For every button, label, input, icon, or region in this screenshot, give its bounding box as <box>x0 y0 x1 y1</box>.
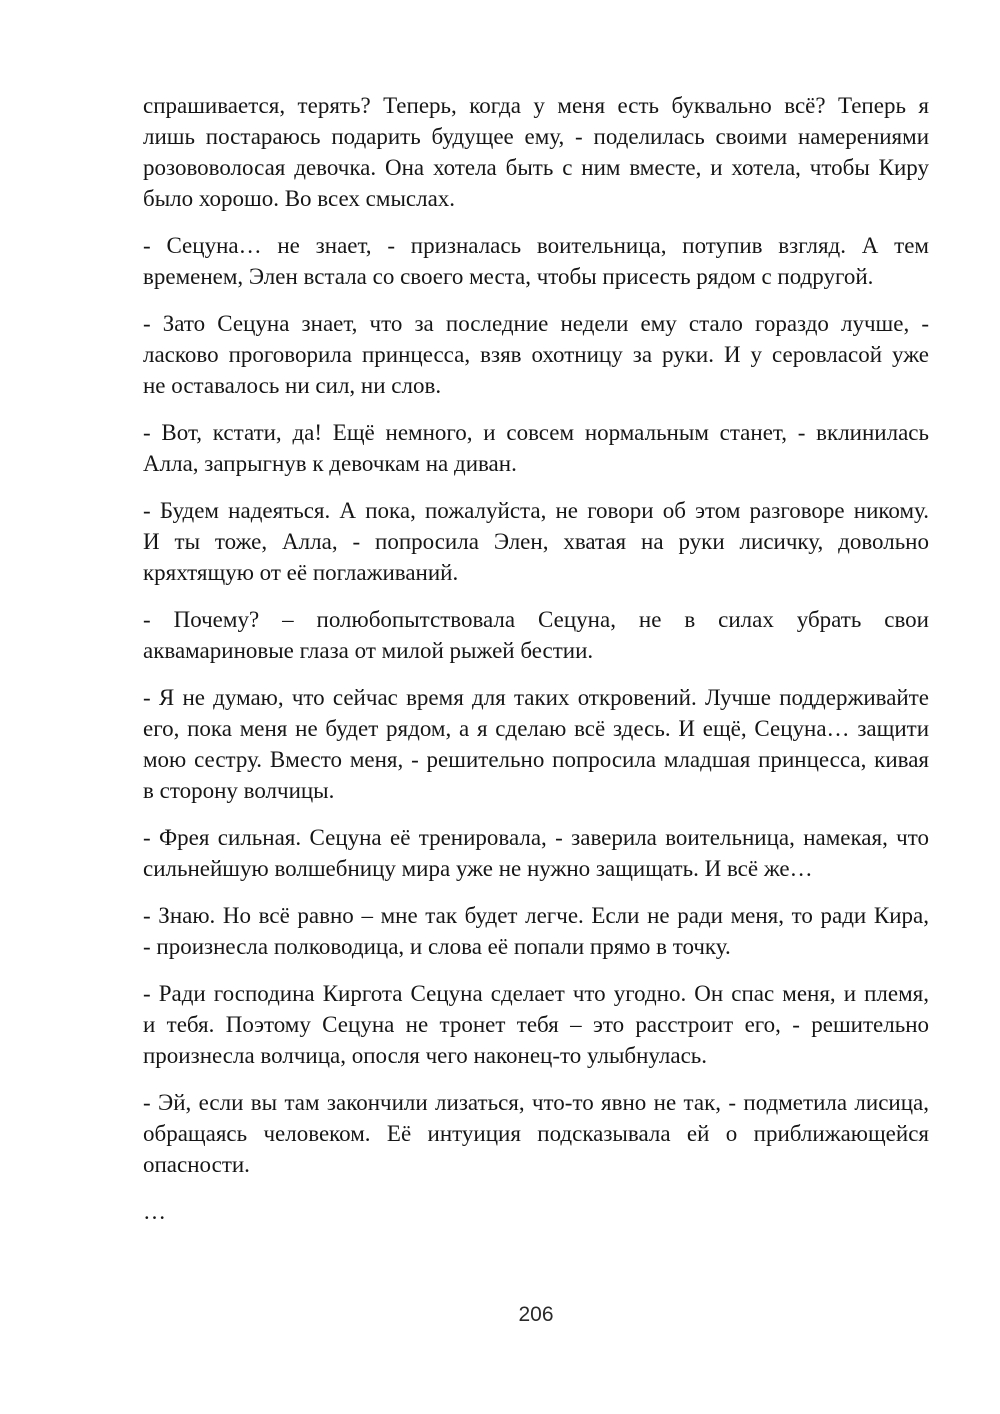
paragraph <box>143 978 929 1071</box>
text-line: не оставалось ни сил, ни слов. <box>143 373 442 398</box>
paragraph <box>143 495 929 588</box>
page-text-column <box>143 0 929 1243</box>
text-line: лишь постараюсь подарить будущее ему, - поделилась своими намерениями <box>143 124 929 149</box>
text-line: обращаясь человеком. Её интуиция подсказывала ей о приближающейся <box>143 1121 929 1146</box>
paragraph <box>143 1196 929 1227</box>
text-line: розововолосая девочка. Она хотела быть с ним вместе, и хотела, чтобы Киру <box>143 155 929 180</box>
text-line: - Знаю. Но всё равно – мне так будет легче. Если не ради меня, то ради Кира, <box>143 903 929 928</box>
text-line: - Почему? – полюбопытствовала Сецуна, не в силах убрать свои <box>143 607 929 632</box>
text-line: - Фрея сильная. Сецуна её тренировала, - заверила воительница, намекая, что <box>143 825 929 850</box>
text-line: - Эй, если вы там закончили лизаться, что-то явно не так, - подметила лисица, <box>143 1090 929 1115</box>
text-line: было хорошо. Во всех смыслах. <box>143 186 456 211</box>
text-line: спрашивается, терять? Теперь, когда у меня есть буквально всё? Теперь я <box>143 93 929 118</box>
text-line: - Ради господина Киргота Сецуна сделает что угодно. Он спас меня, и племя, <box>143 981 929 1006</box>
text-line: в сторону волчицы. <box>143 778 335 803</box>
text-line: произнесла волчица, опосля чего наконец-то улыбнулась. <box>143 1043 708 1068</box>
text-line: - Зато Сецуна знает, что за последние недели ему стало гораздо лучше, - <box>143 311 929 336</box>
text-line: - Будем надеяться. А пока, пожалуйста, не говори об этом разговоре никому. <box>143 498 929 523</box>
text-line: мою сестру. Вместо меня, - решительно попросила младшая принцесса, кивая <box>143 747 929 772</box>
paragraph <box>143 417 929 479</box>
text-line: кряхтящую от её поглаживаний. <box>143 560 459 585</box>
text-line: - Вот, кстати, да! Ещё немного, и совсем нормальным станет, - вклинилась <box>143 420 929 445</box>
text-line: Алла, запрыгнув к девочкам на диван. <box>143 451 517 476</box>
paragraph <box>143 230 929 292</box>
text-line: его, пока меня не будет рядом, а я сделаю всё здесь. И ещё, Сецуна… защити <box>143 716 929 741</box>
text-line: - Сецуна… не знает, - призналась воительница, потупив взгляд. А тем <box>143 233 929 258</box>
text-line: И ты тоже, Алла, - попросила Элен, хватая на руки лисичку, довольно <box>143 529 929 554</box>
text-line: - Я не думаю, что сейчас время для таких откровений. Лучше поддерживайте <box>143 685 929 710</box>
paragraph <box>143 308 929 401</box>
paragraph <box>143 900 929 962</box>
text-line: - произнесла полководица, и слова её попали прямо в точку. <box>143 934 731 959</box>
text-line: сильнейшую волшебницу мира уже не нужно защищать. И всё же… <box>143 856 813 881</box>
text-line: временем, Элен встала со своего места, чтобы присесть рядом с подругой. <box>143 264 874 289</box>
paragraph <box>143 604 929 666</box>
paragraph <box>143 822 929 884</box>
text-line: ласково проговорила принцесса, взяв охотницу за руки. И у серовласой уже <box>143 342 929 367</box>
text-line: аквамариновые глаза от милой рыжей бестии. <box>143 638 594 663</box>
paragraph <box>143 90 929 214</box>
text-line: … <box>143 1199 166 1224</box>
paragraph <box>143 682 929 806</box>
page-number: 206 <box>518 1303 554 1326</box>
text-line: и тебя. Поэтому Сецуна не тронет тебя – это расстроит его, - решительно <box>143 1012 929 1037</box>
paragraph <box>143 1087 929 1180</box>
text-line: опасности. <box>143 1152 250 1177</box>
